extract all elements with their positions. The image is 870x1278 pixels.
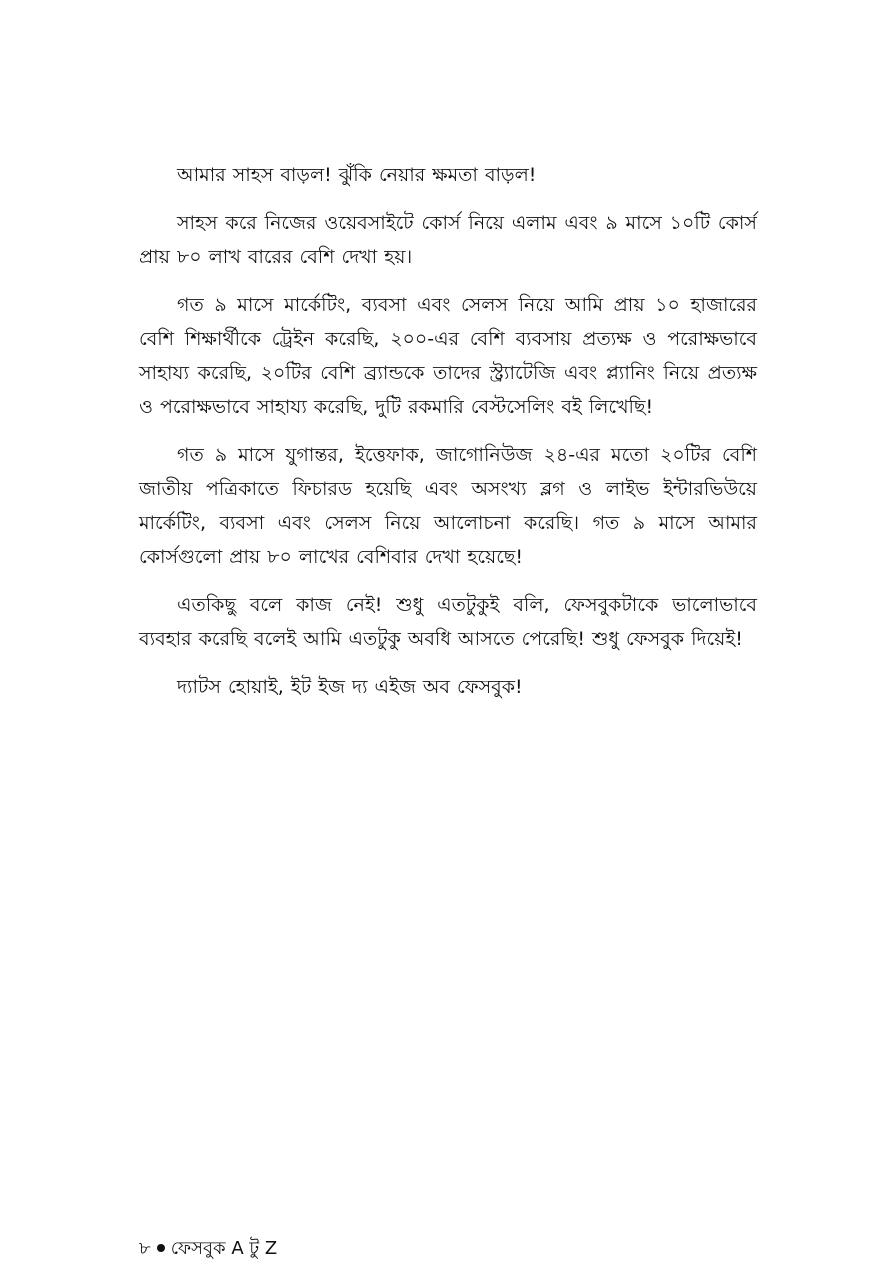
body-text: [139, 158, 757, 718]
paragraph-4: গত ৯ মাসে যুগান্তর, ইত্তেফাক, জাগোনিউজ ২৪-এর মতো ২০টির বেশি জাতীয় পত্রিকাতে ফিচারড হয়েছি এবং অসংখ্য ব্লগ ও লাইভ ইন্টারভিউয়ে মার্কেটিং, ব্যবসা এবং সেলস নিয়ে আলোচনা করেছি। গত ৯ মাসে আমার কোর্সগুলো প্রায় ৮০ লাখের বেশিবার দেখা হয়েছে!: [139, 444, 757, 568]
bullet-separator-icon: [157, 1244, 165, 1252]
paragraph-2: সাহস করে নিজের ওয়েবসাইটে কোর্স নিয়ে এলাম এবং ৯ মাসে ১০টি কোর্স প্রায় ৮০ লাখ বারের বেশি দেখা হয়।: [139, 212, 757, 268]
paragraph-3: গত ৯ মাসে মার্কেটিং, ব্যবসা এবং সেলস নিয়ে আমি প্রায় ১০ হাজারের বেশি শিক্ষার্থীকে ট্রেইন করেছি, ২০০-এর বেশি ব্যবসায় প্রত্যক্ষ ও পরোক্ষভাবে সাহায্য করেছি, ২০টির বেশি ব্র্যান্ডকে তাদের স্ট্র্যাটেজি এবং প্ল্যানিং নিয়ে প্রত্যক্ষ ও পরোক্ষভাবে সাহায্য করেছি, দুটি রকমারি বেস্টসেলিং বই লিখেছি!: [139, 294, 757, 418]
page-footer: [139, 1236, 277, 1262]
paragraph-6: দ্যাটস হোয়াই, ইট ইজ দ্য এইজ অব ফেসবুক!: [177, 676, 523, 698]
paragraph-1: আমার সাহস বাড়ল! ঝুঁকি নেয়ার ক্ষমতা বাড়ল!: [177, 164, 537, 186]
paragraph-5: এতকিছু বলে কাজ নেই! শুধু এতটুকুই বলি, ফেসবুকটাকে ভালোভাবে ব্যবহার করেছি বলেই আমি এতটুকু অবধি আসতে পেরেছি! শুধু ফেসবুক দিয়েই!: [139, 594, 757, 650]
book-title: ফেসবুক A টু Z: [170, 1238, 278, 1259]
page-number: ৮: [139, 1238, 151, 1259]
